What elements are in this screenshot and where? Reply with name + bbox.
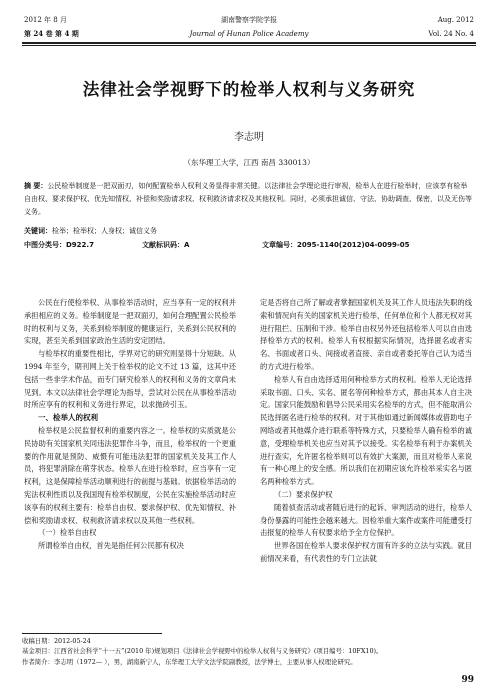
body-paragraph: 随着侦查活动或者随后进行的起诉、审判活动的进行，检举人身份暴露的可能性会越来越大。因检举重大案件或案件可能遭受打击报复的检举人有权要求给予全方位保护。 [260, 502, 472, 538]
section-heading: 一、检举人的权利 [38, 413, 98, 423]
clc-label: 中图分类号： [24, 241, 66, 249]
clc-value: D922.7 [66, 241, 94, 249]
keywords-label: 关键词： [24, 227, 52, 235]
body-paragraph: 检举人有自由选择适用何种检举方式的权利。检举人无论选择采取书面、口头、实名、匿名等何种检举方式，都由其本人自主决定。国家只能鼓励和倡导公民采用实名检举的方式，但不能取消公民选择匿名进行检举的权利。对于其他如通过新闻媒体或借助电子网络或者其他媒介进行联系等特殊方式，只要检举人确有检举的诚意，受理检举机关也应当对其予以接受。实名检举有利于办案机关进行查实，允许匿名检举则可以有效扩大案源，而且对检举人来说有一种心理上的安全感。所以我们在初期应该允许检举采实名与匿名两种检举方式。 [260, 374, 472, 487]
body-paragraph: 与检举权的重要性相比，学界对它的研究则显得十分短缺。从 1994 年至今，期刊网上关于检举权的论文不过 13 篇，这其中还包括一些非学术作品，而专门研究检举人的权利和义务的文章尚未见到。本文以法律社会学理论为指导，尝试对公民在从事检举活动时所应享有的权利和义务进行界定，以求抛砖引玉。 [24, 349, 236, 410]
doc-label: 文献标识码： [142, 241, 184, 249]
body-paragraph: 所谓检举自由权，首先是指任何公民都有权决 [38, 541, 184, 551]
header-date-right: Aug. 2012 [437, 16, 474, 24]
page-number: 99 [461, 675, 474, 685]
body-paragraph: 世界各国在检举人要求保护权方面有许多的立法与实践。就目前情况来看，有代表性的专门立法就 [260, 541, 472, 563]
body-column-right [260, 297, 472, 566]
footnote-rule [22, 633, 162, 634]
article-title: 法律社会学视野下的检举人权利与义务研究 [82, 80, 416, 99]
footnote-author-bio: 作者简介：李志明（1972— ），男，湖南新宁人，东华理工大学文法学院副教授，法学博士，主要从事人权理论研究。 [22, 657, 357, 666]
abstract [24, 180, 472, 218]
document-code [142, 240, 189, 250]
header-rule-thin [22, 45, 476, 46]
body-paragraph: 定是否将自己所了解或者掌握国家机关及其工作人员违法失职的线索和情况向有关的国家机关进行检举，任何单位和个人都无权对其进行阻拦、压制和干涉。检举自由权另外还包括检举人可以自由选择检举方式的权利。检举人有权根据实际情况，选择匿名或者实名、书面或者口头、间接或者直接、亲自或者委托等自己认为适当的方式进行检举。 [260, 298, 472, 371]
body-paragraph: 公民在行使检举权、从事检举活动时，应当享有一定的权利并承担相应的义务。检举制度是一把双面刃，如何合理配置公民检举时的权利与义务，关系到检举制度的健康运行，关系到公民权利的实现，甚至关系到国家政治生活的安定团结。 [24, 298, 236, 346]
subsection-heading: （一）检举自由权 [38, 528, 97, 538]
footnotes [22, 636, 476, 667]
article-no-value: 2095-1140(2012)04-0099-05 [297, 241, 410, 249]
article-number [262, 240, 410, 250]
footnote-received: 收稿日期：2012-05-24 [22, 637, 91, 645]
header-rule-thick [22, 42, 476, 44]
header-date-left: 2012 年 8 月 [24, 16, 67, 24]
keywords [24, 226, 157, 236]
abstract-label: 摘 要： [24, 182, 48, 190]
article-affiliation: （东华理工大学，江西 南昌 330013） [183, 158, 315, 167]
clc-number [24, 240, 94, 250]
body-paragraph: 检举权是公民监督权利的重要内容之一。检举权的实质就是公民协助有关国家机关同违法犯罪作斗争，而且，检举权的一个更重要的作用就是预防、威慑有可能违法犯罪的国家机关及其工作人员，将犯罪消除在萌芽状态。检举人在进行检举时，应当享有一定权利，这是保障检举活动顺利进行的前提与基础。依据检举活动的宪法权利性质以及我国现有检举权制度，公民在实施检举活动时应该享有的权利主要有：检举自由权、要求保护权、优先知情权、补偿和奖励请求权、权利救济请求权以及其他一些权利。 [24, 425, 236, 525]
footnote-fund: 基金项目：江西省社会科学“十一五”(2010 年)规划项目《法律社会学视野中的检举人权利与义务研究》(项目编号：10FX10)。 [22, 647, 383, 656]
doc-value: A [184, 241, 190, 249]
article-author: 李志明 [234, 132, 264, 143]
header-issue-right: Vol. 24 No. 4 [428, 30, 474, 38]
article-no-label: 文章编号： [262, 241, 297, 249]
header-issue-left: 第 24 卷 第 4 期 [24, 29, 79, 38]
subsection-heading: （二）要求保护权 [274, 489, 333, 499]
body-column-left [24, 297, 236, 553]
keywords-text: 检举；检举权；人身权；诚信义务 [52, 227, 157, 235]
header-journal-en: Journal of Hunan Police Academy [189, 30, 309, 38]
header-journal-cn: 湖南警察学院学报 [221, 16, 277, 24]
abstract-text: 公民检举制度是一把双面刃，如何配置检举人权利义务显得非常关键。以法律社会学理论进行审视，检举人在进行检举时，应该享有检举自由权、要求保护权、优先知情权、补偿和奖励请求权、权利救济请求权及其他权利。同时，必须承担诚信、守法、协助调查、保密，以及无伤等义务。 [24, 182, 472, 216]
